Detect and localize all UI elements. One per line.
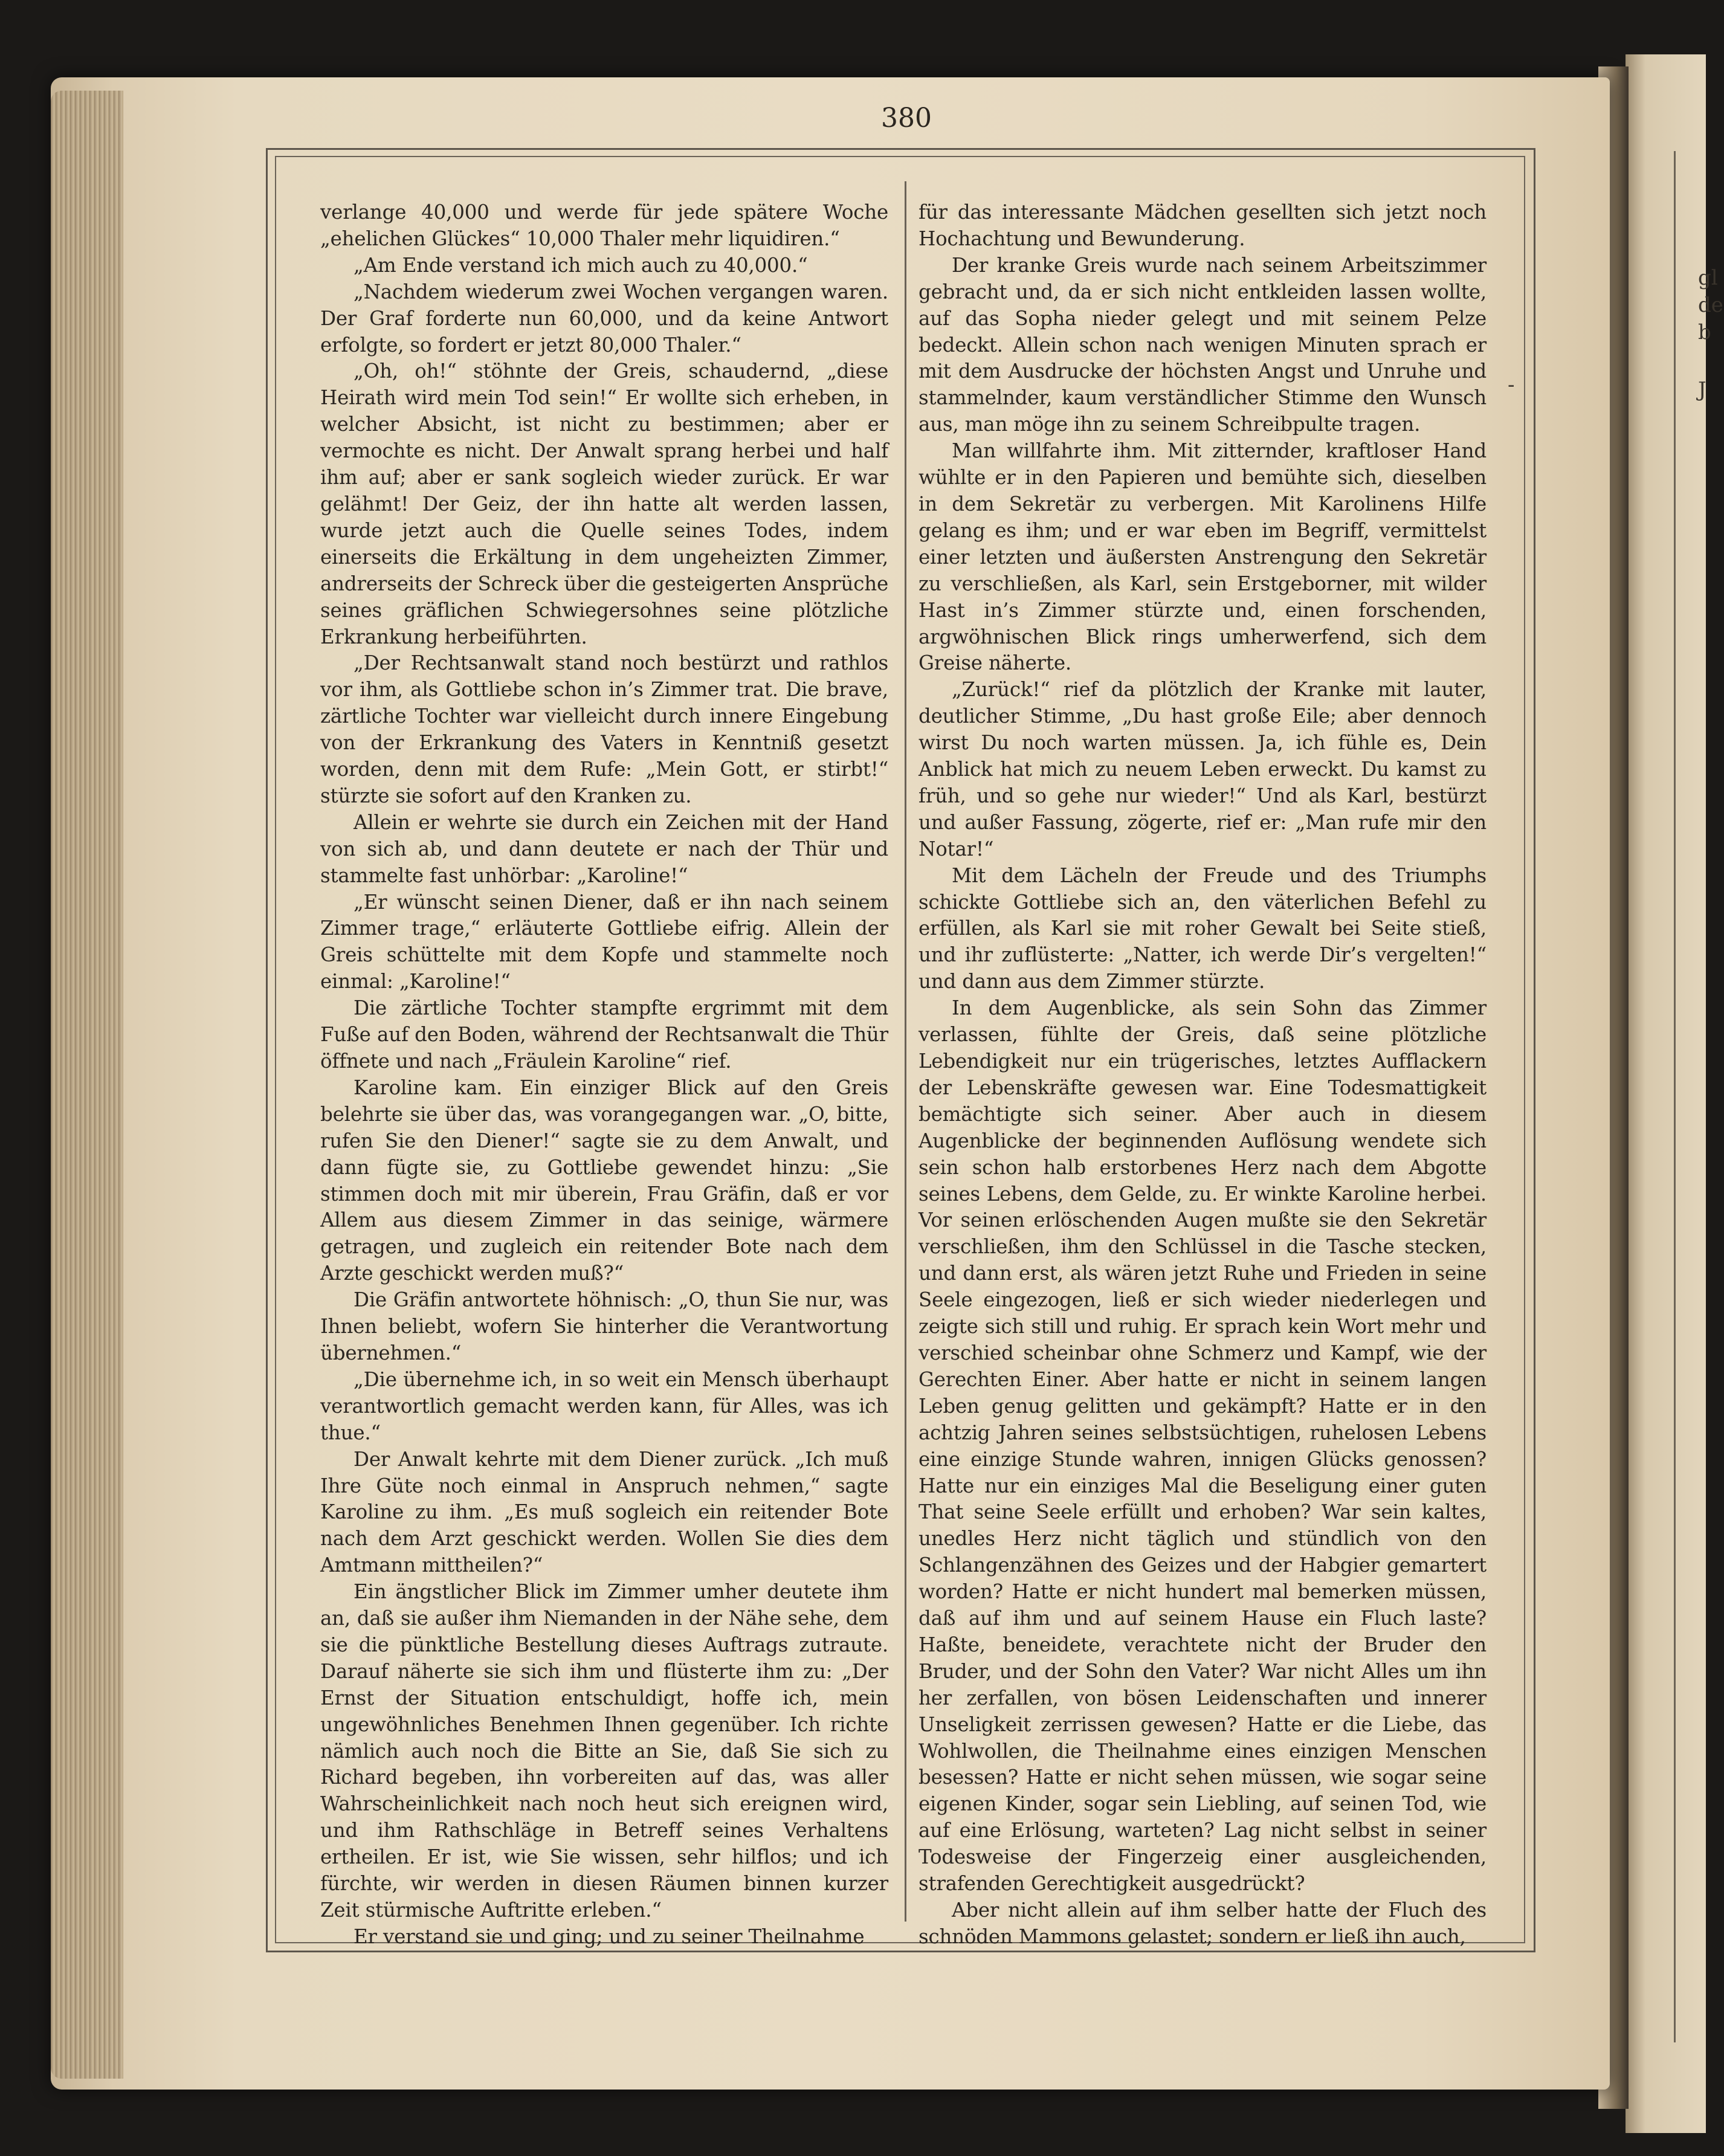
paragraph: Der Anwalt kehrte mit dem Diener zurück. „Ich muß Ihre Güte noch einmal in Anspruch nehmen,“ sagte Karoline zu ihm. „Es muß sogleich ein reitender Bote nach dem Arzt geschickt werden. Wollen Sie dies dem Amtmann mittheilen?“	[320, 1447, 888, 1577]
paragraph: „Zurück!“ rief da plötzlich der Kranke mit lauter, deutlicher Stimme, „Du hast große Eile; aber dennoch wirst Du noch warten müssen. Ja, ich fühle es, Dein Anblick hat mich zu neuem Leben erweckt. Du kamst zu früh, und so gehe nur wieder!“ Und als Karl, bestürzt und außer Fassung, zögerte, rief er: „Man rufe mir den Notar!“	[918, 678, 1487, 860]
left-column	[320, 199, 888, 1951]
paragraph: für das interessante Mädchen gesellten sich jetzt noch Hochachtung und Bewunderung.	[918, 201, 1487, 250]
next-page-fragment: de	[1698, 293, 1723, 317]
paragraph: „Die übernehme ich, in so weit ein Mensch überhaupt verantwortlich gemacht werden kann, für Alles, was ich thue.“	[320, 1367, 888, 1444]
paragraph: Allein er wehrte sie durch ein Zeichen mit der Hand von sich ab, und dann deutete er nach der Thür und stammelte fast unhörbar: „Karoline!“	[320, 810, 888, 887]
paragraph: „Nachdem wiederum zwei Wochen vergangen waren. Der Graf forderte nun 60,000, und da keine Antwort erfolgte, so fordert er jetzt 80,000 Thaler.“	[320, 280, 888, 357]
right-column	[918, 199, 1487, 1951]
paragraph: „Oh, oh!“ stöhnte der Greis, schaudernd, „diese Heirath wird mein Tod sein!“ Er wollte sich erheben, in welcher Absicht, ist nicht zu bestimmen; aber er vermochte es nicht. Der Anwalt sprang herbei und half ihm auf; aber er sank sogleich wieder zurück. Er war gelähmt! Der Geiz, der ihn hatte alt werden lassen, wurde jetzt auch die Quelle seines Todes, indem einerseits die Erkältung in dem ungeheizten Zimmer, andrerseits der Schreck über die gesteigerten Ansprüche seines gräflichen Schwiegersohnes seine plötzliche Erkrankung herbeiführten.	[320, 360, 888, 648]
paragraph: Aber nicht allein auf ihm selber hatte der Fluch des schnöden Mammons gelastet; sondern er ließ ihn auch,	[918, 1899, 1487, 1948]
paragraph: Er verstand sie und ging; und zu seiner Theilnahme	[354, 1925, 865, 1948]
paragraph: „Der Rechtsanwalt stand noch bestürzt und rathlos vor ihm, als Gottliebe schon in’s Zimmer trat. Die brave, zärtliche Tochter war vielleicht durch innere Eingebung von der Erkrankung des Vaters in Kenntniß gesetzt worden, denn mit dem Rufe: „Mein Gott, er stirbt!“ stürzte sie sofort auf den Kranken zu.	[320, 651, 888, 807]
paragraph: Der kranke Greis wurde nach seinem Arbeitszimmer gebracht und, da er sich nicht entkleiden lassen wollte, auf das Sopha nieder gelegt und mit seinem Pelze bedeckt. Allein schon nach wenigen Minuten sprach er mit dem Ausdrucke der höchsten Angst und Unruhe und stammelnder, kaum verständlicher Stimme den Wunsch aus, man möge ihn zu seinem Schreibpulte tragen.	[918, 253, 1487, 436]
column-divider	[905, 181, 906, 1922]
paragraph: „Er wünscht seinen Diener, daß er ihn nach seinem Zimmer trage,“ erläuterte Gottliebe eifrig. Allein der Greis schüttelte mit dem Kopfe und stammelte noch einmal: „Karoline!“	[320, 890, 888, 993]
paragraph: Mit dem Lächeln der Freude und des Triumphs schickte Gottliebe sich an, den väterlichen Befehl zu erfüllen, als Karl sie mit roher Gewalt bei Seite stieß, und ihr zuflüsterte: „Natter, ich werde Dir’s vergelten!“ und dann aus dem Zimmer stürzte.	[918, 863, 1487, 993]
paragraph: „Am Ende verstand ich mich auch zu 40,000.“	[354, 253, 808, 277]
paragraph: Man willfahrte ihm. Mit zitternder, kraftloser Hand wühlte er in den Papieren und bemühte sich, dieselben in dem Sekretär zu verbergen. Mit Karolinens Hilfe gelang es ihm; und er war eben im Begriff, vermittelst einer letzten und äußersten Anstrengung den Sekretär zu verschließen, als Karl, sein Erstgeborner, mit wilder Hast in’s Zimmer stürzte und, einen forschenden, argwöhnischen Blick rings umherwerfend, sich dem Greise näherte.	[918, 439, 1487, 675]
next-page-edge	[1626, 54, 1723, 2133]
paragraph: Die zärtliche Tochter stampfte ergrimmt mit dem Fuße auf den Boden, während der Rechtsanwalt die Thür öffnete und nach „Fräulein Karoline“ rief.	[320, 996, 888, 1073]
page-number: 380	[881, 103, 932, 134]
margin-dash: -	[1508, 373, 1515, 397]
next-page-frame	[1674, 151, 1724, 2042]
paragraph: Die Gräfin antwortete höhnisch: „O, thun Sie nur, was Ihnen beliebt, wofern Sie hinterher die Verantwortung übernehmen.“	[320, 1288, 888, 1364]
next-page-fragment: J	[1698, 378, 1706, 402]
next-page-fragment: b	[1698, 320, 1711, 344]
next-page-fragment: gl	[1698, 266, 1718, 290]
paragraph: verlange 40,000 und werde für jede spätere Woche „ehelichen Glückes“ 10,000 Thaler mehr liquidiren.“	[320, 201, 888, 250]
page-stack-edge	[51, 91, 123, 2079]
paragraph: Karoline kam. Ein einziger Blick auf den Greis belehrte sie über das, was vorangegangen war. „O, bitte, rufen Sie den Diener!“ sagte sie zu dem Anwalt, und dann fügte sie, zu Gottliebe gewendet hinzu: „Sie stimmen doch mit mir überein, Frau Gräfin, daß er vor Allem aus diesem Zimmer in das seinige, wärmere getragen, und zugleich ein reitender Bote nach dem Arzte geschickt werden muß?“	[320, 1076, 888, 1285]
paragraph: In dem Augenblicke, als sein Sohn das Zimmer verlassen, fühlte der Greis, daß seine plötzliche Lebendigkeit nur ein trügerisches, letztes Aufflackern der Lebenskräfte gewesen war. Eine Todesmattigkeit bemächtigte sich seiner. Aber auch in diesem Augenblicke der beginnenden Auflösung wendete sich sein schon halb erstorbenes Herz nach dem Abgotte seines Lebens, dem Gelde, zu. Er winkte Karoline herbei. Vor seinen erlöschenden Augen mußte sie den Sekretär verschließen, ihm den Schlüssel in die Tasche stecken, und dann erst, als wären jetzt Ruhe und Frieden in seine Seele eingezogen, ließ er sich wieder niederlegen und zeigte sich still und ruhig. Er sprach kein Wort mehr und verschied scheinbar ohne Schmerz und Kampf, wie der Gerechten Einer. Aber hatte er nicht in seinem langen Leben genug gelitten und gekämpft? Hatte er in den achtzig Jahren seines selbstsüchtigen, ruhelosen Lebens eine einzige Stunde wahren, innigen Glücks genossen? Hatte nur ein einziges Mal die Beseligung einer guten That seine Seele erfüllt und erhoben? War sein kaltes, unedles Herz nicht täglich und stündlich von den Schlangenzähnen des Geizes und der Habgier gemartert worden? Hatte er nicht hundert mal bemerken müssen, daß auf ihm und auf seinem Hause ein Fluch laste? Haßte, beneidete, verachtete nicht der Bruder den Bruder, und der Sohn den Vater? War nicht Alles um ihn her zerfallen, von bösen Leidenschaften und innerer Unseligkeit zerrissen gewesen? Hatte er die Liebe, das Wohlwollen, die Theilnahme eines einzigen Menschen besessen? Hatte er nicht sehen müssen, wie sogar seine eigenen Kinder, sogar sein Liebling, auf seinen Tod, wie auf eine Erlösung, warteten? Lag nicht selbst in seiner Todesweise der Fingerzeig einer ausgleichenden, strafenden Gerechtigkeit ausgedrückt?	[918, 996, 1487, 1896]
paragraph: Ein ängstlicher Blick im Zimmer umher deutete ihm an, daß sie außer ihm Niemanden in der Nähe sehe, dem sie die pünktliche Bestellung dieses Auftrags zutraute. Darauf näherte sie sich ihm und flüsterte ihm zu: „Der Ernst der Situation entschuldigt, hoffe ich, mein ungewöhnliches Benehmen Ihnen gegenüber. Ich richte nämlich auch noch die Bitte an Sie, daß Sie sich zu Richard begeben, ihn vorbereiten auf das, was aller Wahrscheinlichkeit nach noch heut sich ereignen wird, und ihm Rathschläge in Betreff seines Verhaltens ertheilen. Er ist, wie Sie wissen, sehr hilflos; und ich fürchte, wir werden in diesen Räumen binnen kurzer Zeit stürmische Auftritte erleben.“	[320, 1580, 888, 1922]
